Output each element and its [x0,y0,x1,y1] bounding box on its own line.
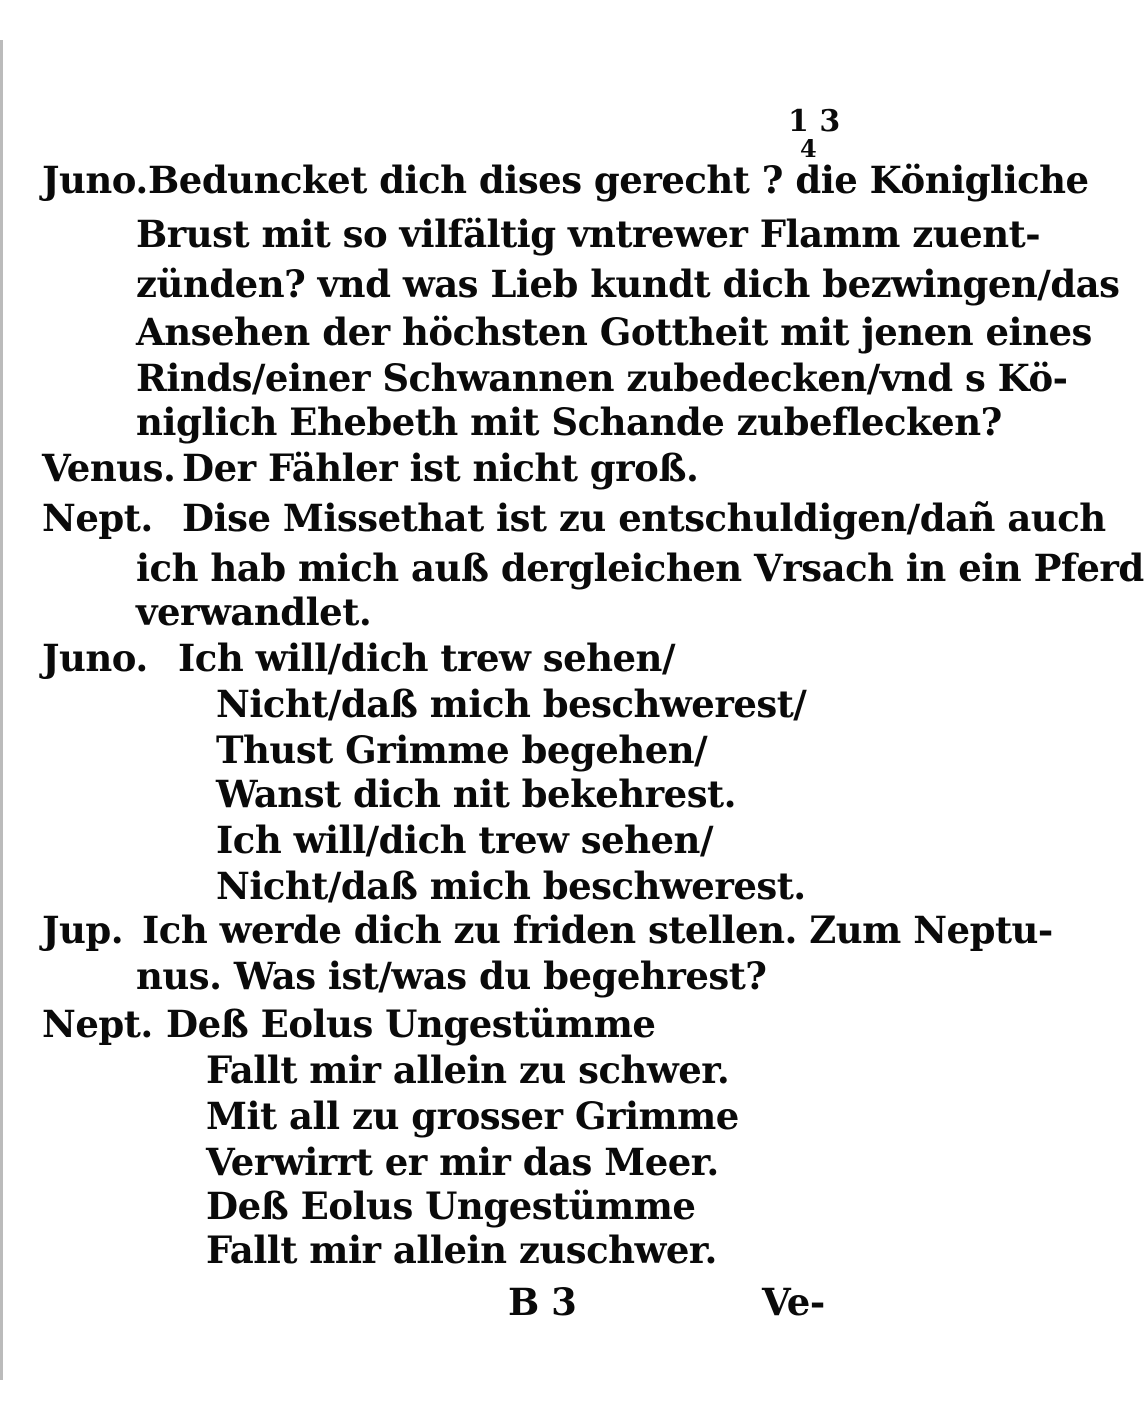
line-text: ich hab mich auß dergleichen Vrsach in ein Pferd [136,546,1144,590]
line-text: Thust Grimme begehen/ [216,728,708,772]
line-text: Dise Missethat ist zu entschuldigen/dañ auch [182,496,1106,540]
text-line [216,818,713,862]
catchword: Ve- [762,1280,825,1324]
line-text: Mit all zu grosser Grimme [206,1094,739,1138]
speaker-label: Jup. [42,908,124,952]
line-text: Rinds/einer Schwannen zubedecken/vnd s Kö- [136,356,1068,400]
text-line [206,1094,739,1138]
text-line [136,400,1002,444]
line-text: Brust mit so vilfältig vntrewer Flamm zuent- [136,212,1041,256]
signature-mark: B 3 [508,1280,577,1324]
line-text: Nicht/daß mich beschwerest/ [216,682,807,726]
line-text: verwandlet. [136,590,372,634]
text-line [136,356,1068,400]
text-line [136,310,1092,354]
line-text: Ich will/dich trew sehen/ [178,636,675,680]
line-text: Ich werde dich zu friden stellen. Zum Neptu- [142,908,1053,952]
page-number: 1 3 [788,104,841,139]
text-line [216,864,806,908]
page-edge-shadow [0,40,3,1380]
text-line [206,1140,719,1184]
text-line [136,262,1120,306]
speaker-label: Juno. [42,158,148,202]
line-text: Fallt mir allein zu schwer. [206,1048,730,1092]
line-text: Deß Eolus Ungestümme [206,1184,696,1228]
line-text: Ich will/dich trew sehen/ [216,818,713,862]
speaker-label: Venus. [42,446,176,490]
text-line [216,682,806,726]
line-text: niglich Ehebeth mit Schande zubeflecken? [136,400,1002,444]
speaker-label: Nept. [42,496,153,540]
text-line [136,212,1040,256]
line-text: Ansehen der höchsten Gottheit mit jenen eines [136,310,1092,354]
line-text: Fallt mir allein zuschwer. [206,1228,717,1272]
line-text: zünden? vnd was Lieb kundt dich bezwingen/das [136,262,1120,306]
line-text: Nicht/daß mich beschwerest. [216,864,806,908]
line-text: Verwirrt er mir das Meer. [206,1140,719,1184]
line-text: nus. Was ist/was du begehrest? [136,954,767,998]
speaker-label: Nept. [42,1002,153,1046]
text-line [42,1002,655,1046]
line-text: Beduncket dich dises gerecht ? die Königliche [148,158,1089,202]
text-line [136,954,766,998]
text-line [136,546,1144,590]
text-line [216,772,736,816]
speaker-label: Juno. [42,636,148,680]
text-line [206,1228,717,1272]
line-text: Deß Eolus Ungestümme [166,1002,656,1046]
line-text: Der Fähler ist nicht groß. [182,446,699,490]
text-line [216,728,707,772]
page-number-mark: 4 [800,134,817,163]
text-line [42,446,698,490]
text-line [42,636,675,680]
text-line [206,1184,695,1228]
text-line [42,496,1106,540]
text-line [136,590,371,634]
line-text: Wanst dich nit bekehrest. [216,772,737,816]
text-line [42,158,1089,202]
text-line [42,908,1053,952]
text-line [206,1048,729,1092]
